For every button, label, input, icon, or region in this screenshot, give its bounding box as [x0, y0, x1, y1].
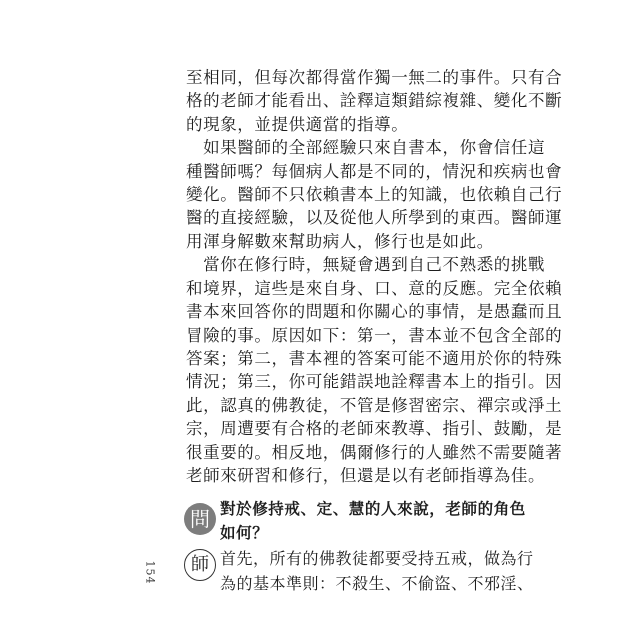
answer-line: 首先，所有的佛教徒都要受持五戒，做為行 [220, 549, 534, 568]
body-line: 醫的直接經驗，以及從他人所學到的東西。醫師運 [186, 208, 563, 227]
question-line: 對於修持戒、定、慧的人來說，老師的角色 [220, 500, 526, 518]
body-line: 冒險的事。原因如下：第一，書本並不包含全部的 [186, 326, 563, 345]
body-line: 此，認真的佛教徒，不管是修習密宗、禪宗或淨土 [186, 396, 563, 415]
body-line: 格的老師才能看出、詮釋這類錯綜複雜、變化不斷 [186, 91, 563, 110]
body-line: 答案；第二，書本裡的答案可能不適用於你的特殊 [186, 349, 563, 368]
body-line: 的現象，並提供適當的指導。 [186, 115, 409, 134]
body-line: 宗，周遭要有合格的老師來教導、指引、鼓勵，是 [186, 419, 563, 438]
body-line: 如果醫師的全部經驗只來自書本，你會信任這 [186, 138, 546, 157]
body-line: 老師來研習和修行，但還是以有老師指導為佳。 [186, 466, 546, 485]
page-number: 154 [143, 560, 157, 585]
answer-line: 為的基本準則：不殺生、不偷盜、不邪淫、 [220, 574, 534, 593]
body-line: 和境界，這些是來自身、口、意的反應。完全依賴 [186, 279, 563, 298]
question-badge-icon: 問 [184, 503, 216, 535]
body-line: 變化。醫師不只依賴書本上的知識，也依賴自己行 [186, 185, 563, 204]
body-line: 當你在修行時，無疑會遇到自己不熟悉的挑戰 [186, 255, 546, 274]
answer-badge-icon: 師 [184, 549, 216, 581]
question-line: 如何？ [220, 524, 269, 542]
body-line: 至相同，但每次都得當作獨一無二的事件。只有合 [186, 68, 563, 87]
body-line: 情況；第三，你可能錯誤地詮釋書本上的指引。因 [186, 372, 563, 391]
body-line: 種醫師嗎？每個病人都是不同的，情況和疾病也會 [186, 162, 563, 181]
body-line: 書本來回答你的問題和你關心的事情，是愚蠢而且 [186, 302, 563, 321]
body-line: 很重要的。相反地，偶爾修行的人雖然不需要隨著 [186, 443, 563, 462]
body-line: 用渾身解數來幫助病人，修行也是如此。 [186, 232, 494, 251]
